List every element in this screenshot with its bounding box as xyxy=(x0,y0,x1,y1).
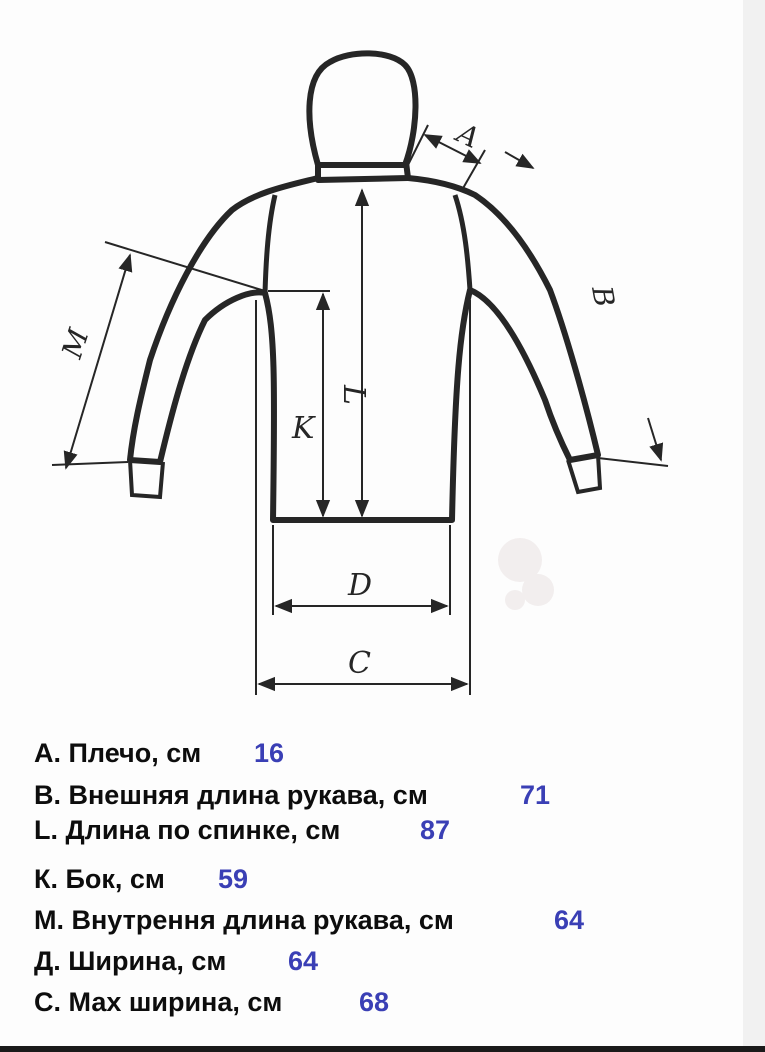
label-B: B xyxy=(585,283,622,310)
measurement-label: М. Внутрення длина рукава, см xyxy=(34,905,454,935)
measurement-value: 64 xyxy=(288,946,319,976)
measurement-value: 87 xyxy=(420,815,451,845)
measurement-value: 59 xyxy=(218,864,249,894)
label-A: A xyxy=(452,116,485,155)
measurement-value: 68 xyxy=(359,987,390,1017)
measurement-label: А. Плечо, см xyxy=(34,738,202,768)
measurement-label: В. Внешняя длина рукава, см xyxy=(34,780,428,810)
measurement-row-a xyxy=(34,738,285,769)
measurement-row-k xyxy=(34,864,249,895)
label-M: M xyxy=(55,324,96,363)
measurement-label: Д. Ширина, см xyxy=(34,946,227,976)
measurement-row-l xyxy=(34,815,451,846)
label-L: L xyxy=(336,385,371,405)
measurement-label: К. Бок, см xyxy=(34,864,165,894)
measurement-row-d xyxy=(34,946,319,977)
label-D: D xyxy=(348,568,373,603)
measurement-label: L. Длина по спинке, см xyxy=(34,815,341,845)
measurement-value: 71 xyxy=(520,780,551,810)
measurement-value: 16 xyxy=(254,738,285,768)
measurement-row-b xyxy=(34,780,551,811)
label-C: C xyxy=(348,646,371,681)
scan-bottom-edge xyxy=(0,1046,765,1052)
measurement-value: 64 xyxy=(554,905,585,935)
measurement-label: С. Мах ширина, см xyxy=(34,987,283,1017)
label-K: K xyxy=(292,411,315,446)
measurement-row-m xyxy=(34,905,585,936)
measurement-row-c xyxy=(34,987,390,1018)
